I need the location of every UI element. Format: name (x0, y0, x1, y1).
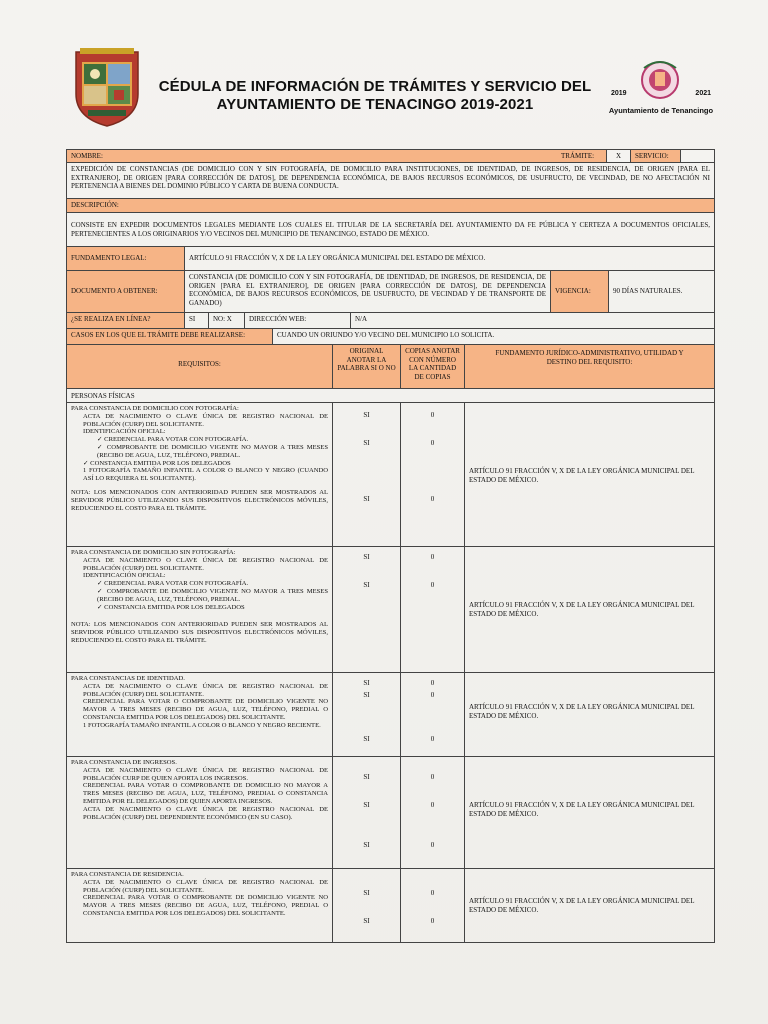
logo-org-name: Ayuntamiento de Tenancingo (608, 106, 714, 115)
col-fundamento: FUNDAMENTO JURÍDICO-ADMINISTRATIVO, UTILIDAD Y DESTINO DEL REQUISITO: (495, 349, 684, 366)
copias-value: 0 (430, 495, 435, 503)
list-item: ACTA DE NACIMIENTO O CLAVE ÚNICA DE REGISTRO NACIONAL DE POBLACIÓN (CURP) DEL SOLICITANTE. (83, 878, 328, 894)
copias-value: 0 (430, 917, 435, 925)
section-title: PARA CONSTANCIA DE INGRESOS. (71, 759, 177, 766)
casos-text: CUANDO UN ORIUNDO Y/O VECINO DEL MUNICIPIO LO SOLICITA. (277, 331, 495, 339)
original-value: SI (363, 553, 370, 561)
original-value: SI (363, 917, 370, 925)
fundamento-cell: ARTÍCULO 91 FRACCIÓN V, X DE LA LEY ORGÁNICA MUNICIPAL DEL ESTADO DE MÉXICO. (469, 897, 695, 914)
list-item: ✓ CREDENCIAL PARA VOTAR CON FOTOGRAFÍA. (97, 436, 249, 444)
requisitos-cell (67, 547, 333, 672)
fundamento-cell: ARTÍCULO 91 FRACCIÓN V, X DE LA LEY ORGÁNICA MUNICIPAL DEL ESTADO DE MÉXICO. (469, 703, 695, 720)
col-original: ORIGINAL ANOTAR LA PALABRA SI O NO (333, 345, 401, 388)
original-value: SI (363, 841, 370, 849)
list-item: ✓ COMPROBANTE DE DOMICILIO VIGENTE NO MAYOR A TRES MESES (RECIBO DE AGUA, LUZ, TELÉFONO, PREDIAL. (97, 587, 328, 603)
original-value: SI (363, 411, 370, 419)
list-item: 1 FOTOGRAFÍA TAMAÑO INFANTIL A COLOR O BLANCO Y NEGRO RECIENTE. (83, 721, 321, 729)
requisitos-cell (67, 403, 333, 546)
list-item: IDENTIFICACIÓN OFICIAL: (83, 572, 166, 580)
list-item: CREDENCIAL PARA VOTAR O COMPROBANTE DE DOMICILIO VIGENTE NO MAYOR A TRES MESES (RECIBO DE AGUA, LUZ, TELÉFONO, PREDIAL O CONSTANCIA EMITIDA POR LOS DELEGADOS) DEL SOLICITANTE. (83, 894, 328, 917)
original-value: SI (363, 735, 370, 743)
list-item: ACTA DE NACIMIENTO O CLAVE ÚNICA DE REGISTRO NACIONAL DE POBLACIÓN (CURP) DEL SOLICITANTE. (83, 412, 328, 428)
original-value: SI (363, 889, 370, 897)
table-row (66, 869, 715, 943)
fundamento-cell: ARTÍCULO 91 FRACCIÓN V, X DE LA LEY ORGÁNICA MUNICIPAL DEL ESTADO DE MÉXICO. (469, 801, 695, 818)
logo-years (611, 90, 711, 97)
descripcion-label: DESCRIPCIÓN: (71, 201, 119, 209)
municipal-crest-logo (70, 44, 144, 128)
year-end: 2021 (695, 90, 711, 97)
original-value: SI (363, 691, 370, 699)
copias-value: 0 (430, 773, 435, 781)
vigencia-text: 90 DÍAS NATURALES. (613, 287, 683, 295)
fundamento-label: FUNDAMENTO LEGAL: (67, 247, 185, 270)
documento-text: CONSTANCIA (DE DOMICILIO CON Y SIN FOTOGRAFÍA, DE IDENTIDAD, DE INGRESOS, DE RESIDENCIA, DE ORIGEN [PARA EL EXTRANJERO], DE ORIGEN [PARA CORRECCIÓN DE DATOS], DE DEPENDENCIA ECONÓMICA, DE BAJOS RECURSOS ECONÓMICOS, DE USUFRUCTO, DE VECINDAD Y DE TRANSPORTE DE GANADO) (185, 271, 551, 312)
page-title (150, 78, 600, 114)
year-start: 2019 (611, 90, 627, 97)
note-text: NOTA: LOS MENCIONADOS CON ANTERIORIDAD PUEDEN SER MOSTRADOS AL SERVIDOR PÚBLICO UTILIZANDO SUS DISPOSITIVOS ELECTRÓNICOS MÓVILES, REDUCIENDO EL COSTO PARA EL TRÁMITE. (71, 621, 328, 644)
nombre-label: NOMBRE: (71, 152, 103, 160)
requisitos-cell (67, 757, 333, 868)
list-item: ✓ CONSTANCIA EMITIDA POR LOS DELEGADOS (97, 603, 245, 611)
copias-value: 0 (430, 841, 435, 849)
original-value: SI (363, 581, 370, 589)
section-title: PARA CONSTANCIAS DE IDENTIDAD. (71, 675, 185, 682)
list-item: ACTA DE NACIMIENTO O CLAVE ÚNICA DE REGISTRO NACIONAL DE POBLACIÓN (CURP) DEL DEPENDIENTE ECONÓMICO (EN SU CASO). (83, 805, 328, 821)
title-line-1: CÉDULA DE INFORMACIÓN DE TRÁMITES Y SERVICIO DEL (158, 78, 592, 95)
copias-value: 0 (430, 679, 435, 687)
copias-value: 0 (430, 691, 435, 699)
section-title: PARA CONSTANCIA DE RESIDENCIA. (71, 871, 184, 878)
copias-value: 0 (430, 411, 435, 419)
title-line-2: AYUNTAMIENTO DE TENACINGO 2019-2021 (216, 96, 534, 113)
fundamento-cell: ARTÍCULO 91 FRACCIÓN V, X DE LA LEY ORGÁNICA MUNICIPAL DEL ESTADO DE MÉXICO. (469, 601, 695, 618)
original-value: SI (363, 679, 370, 687)
list-item: ✓ CONSTANCIA EMITIDA POR LOS DELEGADOS (83, 459, 231, 467)
requisitos-cell (67, 673, 333, 756)
table-row (66, 673, 715, 757)
nombre-text: EXPEDICIÓN DE CONSTANCIAS (DE DOMICILIO CON Y SIN FOTOGRAFÍA, DE DOMICILIO PARA INSTITUCIONES, DE IDENTIDAD, DE INGRESOS, DE RESIDENCIA, DE ORIGEN [PARA EL EXTRANJERO], DE ORIGEN [PARA CORRECCIÓN DE DATOS], DE DEPENDENCIA ECONÓMICA, DE BAJOS RECURSOS ECONÓMICOS, DE USUFRUCTO, DE VECINDAD, DE NO AFECTACIÓN NI PERTENENCIA A BIENES DEL DOMINIO PÚBLICO Y CARTA DE BUENA CONDUCTA. (71, 165, 710, 190)
col-requisitos: REQUISITOS: (67, 345, 333, 388)
tramite-mark: X (607, 150, 631, 162)
list-item: ✓ COMPROBANTE DE DOMICILIO VIGENTE NO MAYOR A TRES MESES (RECIBO DE AGUA, LUZ, TELÉFONO, PREDIAL. (97, 443, 328, 459)
list-item: ✓ CREDENCIAL PARA VOTAR CON FOTOGRAFÍA. (97, 580, 249, 588)
copias-value: 0 (430, 581, 435, 589)
list-item: 1 FOTOGRAFÍA TAMAÑO INFANTIL A COLOR O BLANCO Y NEGRO (CUANDO ASÍ LO REQUIERA EL SOLICITANTE). (83, 467, 328, 483)
section-title: PARA CONSTANCIA DE DOMICILIO SIN FOTOGRAFÍA: (71, 549, 236, 556)
original-value: SI (363, 773, 370, 781)
list-item: ACTA DE NACIMIENTO O CLAVE ÚNICA DE REGISTRO NACIONAL DE POBLACIÓN (CURP) DEL SOLICITANTE. (83, 556, 328, 572)
original-value: SI (363, 439, 370, 447)
direccion-value: N/A (355, 315, 368, 323)
direccion-label: DIRECCIÓN WEB: (245, 313, 351, 328)
copias-value: 0 (430, 553, 435, 561)
original-value: SI (363, 495, 370, 503)
casos-label: CASOS EN LOS QUE EL TRÁMITE DEBE REALIZARSE: (67, 329, 273, 344)
tramite-label: TRÁMITE: (557, 150, 607, 162)
linea-no: NO: X (209, 313, 245, 328)
vigencia-label: VIGENCIA: (551, 271, 609, 312)
copias-value: 0 (430, 801, 435, 809)
copias-value: 0 (430, 439, 435, 447)
servicio-mark (681, 150, 714, 162)
linea-label: ¿SE REALIZA EN LÍNEA? (67, 313, 185, 328)
list-item: ACTA DE NACIMIENTO O CLAVE ÚNICA DE REGISTRO NACIONAL DE POBLACIÓN CURP DE QUIEN APORTA LOS INGRESOS. (83, 766, 328, 782)
linea-si: SI (185, 313, 209, 328)
fundamento-text: ARTÍCULO 91 FRACCIÓN V, X DE LA LEY ORGÁNICA MUNICIPAL DEL ESTADO DE MÉXICO. (189, 254, 486, 262)
list-item: IDENTIFICACIÓN OFICIAL: (83, 428, 166, 436)
section-title: PARA CONSTANCIA DE DOMICILIO CON FOTOGRAFÍA: (71, 405, 239, 412)
table-row (66, 403, 715, 547)
list-item: ACTA DE NACIMIENTO O CLAVE ÚNICA DE REGISTRO NACIONAL DE POBLACIÓN (CURP) DEL SOLICITANTE. (83, 682, 328, 698)
servicio-label: SERVICIO: (631, 150, 681, 162)
table-row (66, 547, 715, 673)
fundamento-cell: ARTÍCULO 91 FRACCIÓN V, X DE LA LEY ORGÁNICA MUNICIPAL DEL ESTADO DE MÉXICO. (469, 467, 695, 484)
list-item: CREDENCIAL PARA VOTAR O COMPROBANTE DE DOMICILIO NO MAYOR A TRES MESES (RECIBO DE AGUA, LUZ, TELÉFONO, PREDIAL O CONSTANCIA EMITIDA POR EL DELEGADOS) DE QUIEN APORTA INGRESOS. (83, 782, 328, 805)
copias-value: 0 (430, 889, 435, 897)
requisitos-cell (67, 869, 333, 942)
list-item: CREDENCIAL PARA VOTAR O COMPROBANTE DE DOMICILIO VIGENTE NO MAYOR A TRES MESES (RECIBO DE AGUA, LUZ, TELÉFONO, PREDIAL O CONSTANCIA EMITIDA POR LOS DELEGADOS) DEL SOLICITANTE. (83, 698, 328, 721)
copias-value: 0 (430, 735, 435, 743)
original-value: SI (363, 801, 370, 809)
descripcion-text: CONSISTE EN EXPEDIR DOCUMENTOS LEGALES MEDIANTE LOS CUALES EL TITULAR DE LA SECRETARÍA DEL AYUNTAMIENTO DA FE PÚBLICA Y CERTEZA A DOCUMENTOS OFICIALES, PERTENECIENTES A LOS ORIGINARIOS Y/O VECINOS DEL MUNICIPIO DE TENANCINGO, ESTADO DE MÉXICO. (71, 221, 710, 238)
col-copias: COPIAS ANOTAR CON NÚMERO LA CANTIDAD DE COPIAS (401, 345, 465, 388)
note-text: NOTA: LOS MENCIONADOS CON ANTERIORIDAD PUEDEN SER MOSTRADOS AL SERVIDOR PÚBLICO UTILIZANDO SUS DISPOSITIVOS ELECTRÓNICOS MÓVILES, REDUCIENDO EL COSTO PARA EL TRÁMITE. (71, 488, 328, 512)
table-row (66, 757, 715, 869)
personas-label: PERSONAS FÍSICAS (71, 392, 135, 400)
documento-label: DOCUMENTO A OBTENER: (67, 271, 185, 312)
